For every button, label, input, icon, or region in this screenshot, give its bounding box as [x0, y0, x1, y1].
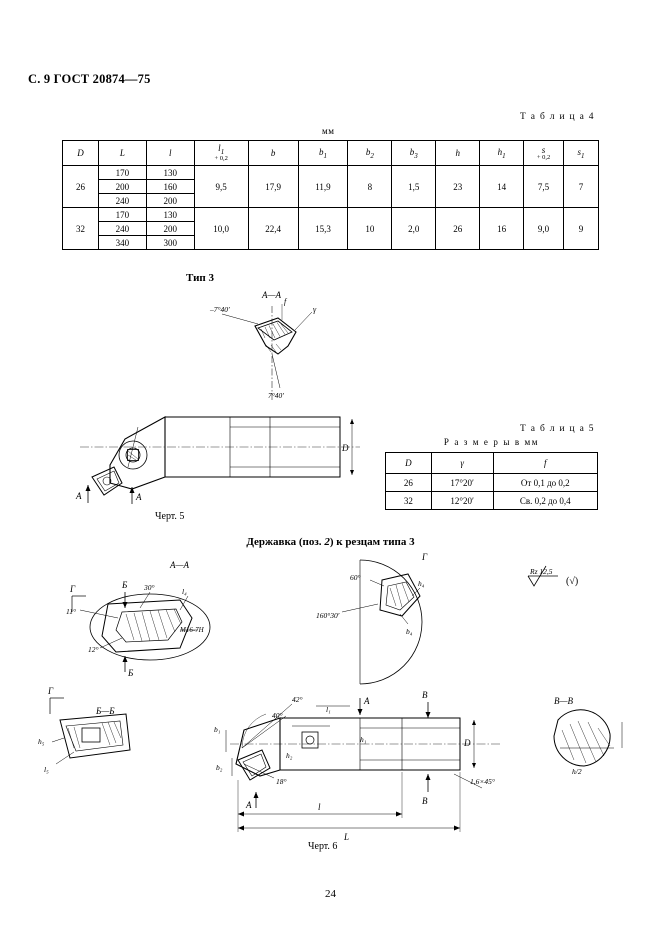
label-section-aa: А—А — [170, 560, 189, 570]
th-b2: $b_2$ — [348, 141, 392, 166]
type3-section-detail — [200, 288, 380, 408]
table-row — [386, 474, 598, 492]
angle-42: 42° — [292, 695, 303, 704]
cell5-D: 26 — [386, 474, 432, 492]
th5-f: f — [493, 453, 597, 474]
dim-D-main: D — [464, 738, 471, 748]
table5-header-row — [386, 453, 598, 474]
figure6-drawing — [30, 552, 630, 852]
angle-minus-7-40: –7°40′ — [210, 305, 230, 314]
dim-l: l — [318, 802, 321, 812]
dim-l1-top: l₁ — [326, 705, 331, 714]
figure6-caption: Черт. 6 — [308, 841, 338, 852]
angle-160-30: 160°30′ — [316, 611, 340, 620]
label-a-down: А — [246, 800, 252, 810]
holder-title-pos: 2 — [324, 536, 330, 548]
cell-l: 160 — [146, 180, 194, 194]
th-b1: $b_1$ — [298, 141, 348, 166]
label-b-up: Б — [122, 580, 128, 590]
standard-number: ГОСТ 20874—75 — [53, 72, 151, 86]
cell-h1: 14 — [480, 166, 524, 208]
th-b3: $b_3$ — [392, 141, 436, 166]
table4-caption: Т а б л и ц а 4 — [520, 112, 595, 122]
dim-h2-mid: h₂ — [286, 751, 293, 760]
cell-s1: 9 — [563, 208, 598, 250]
dim-b1: b₁ — [214, 725, 221, 734]
cell5-f: Св. 0,2 до 0,4 — [493, 492, 597, 510]
dim-gamma: γ — [313, 305, 317, 314]
dim-b4: b₄ — [406, 627, 413, 636]
table-row — [63, 166, 599, 180]
label-section-bb: Б—Б — [96, 706, 115, 716]
cell-s: 9,0 — [524, 208, 564, 250]
section-arrow-a-right: А — [136, 492, 142, 502]
cell-L: 240 — [98, 222, 146, 236]
dim-D: D — [342, 443, 349, 453]
cell-l: 300 — [146, 236, 194, 250]
th-s1: $s_1$ — [563, 141, 598, 166]
table5 — [385, 452, 598, 510]
figure5-caption: Черт. 5 — [155, 511, 185, 522]
dim-l5: l₅ — [44, 765, 49, 774]
dim-b2: b₂ — [216, 763, 223, 772]
th-l1: $l_1$ + 0,2 — [194, 141, 248, 166]
th-D: D — [63, 141, 99, 166]
thread-label: М16-7Н — [180, 626, 204, 634]
page-header — [28, 72, 151, 87]
svg-text:Rz 12,5: Rz 12,5 — [530, 567, 553, 576]
table5-title: Р а з м е р ы в мм — [443, 437, 540, 447]
th-s: s + 0,2 — [524, 141, 564, 166]
table-row — [386, 492, 598, 510]
cell-b3: 2,0 — [392, 208, 436, 250]
label-section-vv: В—В — [554, 696, 573, 706]
cell-l: 200 — [146, 222, 194, 236]
label-a-up: А — [364, 696, 370, 706]
cell-b: 17,9 — [248, 166, 298, 208]
th-L: L — [98, 141, 146, 166]
angle-60: 60° — [350, 573, 361, 582]
th-h1: $h_1$ — [480, 141, 524, 166]
cell-h: 26 — [436, 208, 480, 250]
dim-h5: h₅ — [38, 737, 45, 746]
table5-caption: Т а б л и ц а 5 — [520, 424, 595, 434]
cell-b2: 8 — [348, 166, 392, 208]
cell-b3: 1,5 — [392, 166, 436, 208]
cell-h1: 16 — [480, 208, 524, 250]
table4-unit: мм — [322, 126, 335, 136]
dim-h1-mid: h₁ — [360, 735, 367, 744]
cell-b1: 11,9 — [298, 166, 348, 208]
table4-header-row — [63, 141, 599, 166]
label-g-2: Г — [48, 686, 54, 696]
holder-title — [0, 536, 661, 548]
cell-s1: 7 — [563, 166, 598, 208]
cell-s: 7,5 — [524, 166, 564, 208]
holder-title-suffix: ) к резцам типа 3 — [329, 536, 415, 548]
dim-h4: h₄ — [418, 579, 425, 588]
cell-b: 22,4 — [248, 208, 298, 250]
angle-18: 18° — [276, 777, 287, 786]
cell-D: 32 — [63, 208, 99, 250]
angle-30: 30° — [144, 583, 155, 592]
label-g-1: Г — [70, 584, 76, 594]
cell-L: 170 — [98, 166, 146, 180]
cell-L: 340 — [98, 236, 146, 250]
cell-l1: 10,0 — [194, 208, 248, 250]
label-b-down: Б — [128, 668, 134, 678]
label-g-3: Г — [422, 552, 428, 562]
dim-L: L — [344, 832, 350, 842]
roughness-check: (√) — [566, 576, 579, 587]
roughness-symbol — [528, 566, 578, 587]
cell5-D: 32 — [386, 492, 432, 510]
table-row — [63, 208, 599, 222]
table4 — [62, 140, 599, 250]
cell5-gamma: 17°20′ — [431, 474, 493, 492]
cell-L: 240 — [98, 194, 146, 208]
angle-12: 12° — [88, 645, 99, 654]
angle-7-40: 7°40′ — [268, 391, 284, 400]
cell-l1: 9,5 — [194, 166, 248, 208]
cell-L: 200 — [98, 180, 146, 194]
th-h: h — [436, 141, 480, 166]
cell5-f: От 0,1 до 0,2 — [493, 474, 597, 492]
chamfer-note: 1,6×45° — [470, 777, 495, 786]
th5-gamma: γ — [431, 453, 493, 474]
label-v-down: В — [422, 796, 428, 806]
cell5-gamma: 12°20′ — [431, 492, 493, 510]
label-v-up: В — [422, 690, 428, 700]
dim-f: f — [284, 297, 287, 306]
cell-l: 200 — [146, 194, 194, 208]
cell-b2: 10 — [348, 208, 392, 250]
page-mark: С. 9 — [28, 72, 51, 86]
dim-l4: l₄ — [182, 587, 187, 596]
cell-h: 23 — [436, 166, 480, 208]
type3-title: Тип 3 — [186, 272, 214, 284]
holder-title-prefix: Державка (поз. — [246, 536, 325, 548]
th-b: b — [248, 141, 298, 166]
th5-D: D — [386, 453, 432, 474]
figure5-drawing — [70, 405, 370, 510]
dim-h-half: h/2 — [572, 767, 582, 776]
th-l: l — [146, 141, 194, 166]
cell-D: 26 — [63, 166, 99, 208]
cell-b1: 15,3 — [298, 208, 348, 250]
cell-L: 170 — [98, 208, 146, 222]
angle-40: 40° — [272, 711, 283, 720]
cell-l: 130 — [146, 166, 194, 180]
angle-11: 11° — [66, 607, 76, 616]
section-arrow-a-left: А — [76, 491, 82, 501]
cell-l: 130 — [146, 208, 194, 222]
footer-page-number: 24 — [325, 888, 336, 900]
section-aa-label: А—А — [262, 290, 281, 300]
